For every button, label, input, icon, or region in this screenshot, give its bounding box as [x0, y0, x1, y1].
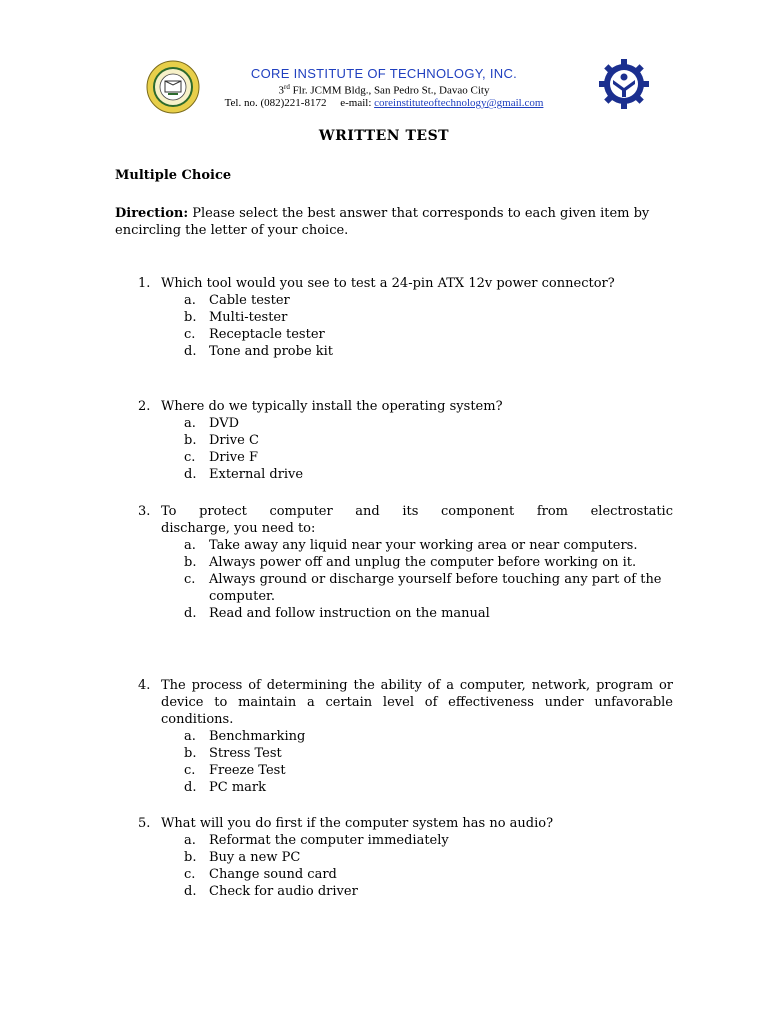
question-1: [138, 275, 673, 360]
option[interactable]: b. Stress Test: [184, 746, 282, 761]
option[interactable]: c. Drive F: [184, 450, 258, 465]
question-5: [138, 815, 673, 900]
option[interactable]: d. External drive: [184, 467, 304, 482]
option[interactable]: d. Tone and probe kit: [184, 344, 334, 359]
options-list: [184, 292, 673, 360]
option[interactable]: b. Buy a new PC: [184, 850, 301, 865]
option[interactable]: c. Change sound card: [184, 867, 337, 882]
question-number: 1.: [138, 276, 151, 291]
option[interactable]: d. Check for audio driver: [184, 884, 358, 899]
question-number: 5.: [138, 816, 151, 831]
email-label: e-mail:: [340, 97, 372, 109]
question-number: 3.: [138, 504, 151, 519]
question-stem: What will you do first if the computer system has no audio?: [161, 816, 554, 831]
question-stem-line-1: To protect computer and its component from electrostatic: [161, 504, 673, 519]
options-list: [184, 537, 673, 622]
options-list: [184, 832, 673, 900]
direction-text: Direction: Please select the best answer that corresponds to each given item by encircling the letter of your choice.: [115, 206, 650, 238]
question-stem: Where do we typically install the operating system?: [161, 399, 503, 414]
direction-label: Direction:: [115, 206, 189, 221]
option[interactable]: d. Read and follow instruction on the manual: [184, 606, 490, 621]
question-4: [138, 677, 673, 796]
option[interactable]: c. Receptacle tester: [184, 327, 325, 342]
question-3: [138, 503, 673, 622]
question-2: [138, 398, 673, 483]
option[interactable]: a. Take away any liquid near your working area or near computers.: [184, 538, 638, 553]
option[interactable]: b. Drive C: [184, 433, 259, 448]
option[interactable]: b. Always power off and unplug the computer before working on it.: [184, 555, 637, 570]
option[interactable]: d. PC mark: [184, 780, 266, 795]
question-number: 2.: [138, 399, 151, 414]
question-stem-line-2: discharge, you need to:: [161, 521, 316, 536]
email-link[interactable]: coreinstituteoftechnology@gmail.com: [374, 97, 544, 109]
institution-contact: [0, 97, 768, 109]
institution-address: 3rd Flr. JCMM Bldg., San Pedro St., Davao City: [278, 83, 490, 97]
tesda-logo: [598, 58, 650, 110]
option[interactable]: a. Cable tester: [184, 293, 290, 308]
institution-name: CORE INSTITUTE OF TECHNOLOGY, INC.: [250, 66, 518, 81]
question-stem: The process of determining the ability of a computer, network, program or device to maintain a certain level of effectiveness under unfavorable conditions.: [161, 678, 673, 727]
option[interactable]: a. Reformat the computer immediately: [184, 833, 449, 848]
option[interactable]: a. DVD: [184, 416, 240, 431]
option[interactable]: c. Always ground or discharge yourself before touching any part of the computer.: [184, 572, 662, 604]
section-heading: Multiple Choice: [115, 168, 232, 183]
option[interactable]: b. Multi-tester: [184, 310, 288, 325]
question-number: 4.: [138, 678, 151, 693]
option[interactable]: a. Benchmarking: [184, 729, 306, 744]
option[interactable]: c. Freeze Test: [184, 763, 286, 778]
question-stem: Which tool would you see to test a 24-pin ATX 12v power connector?: [161, 276, 615, 291]
page-title: WRITTEN TEST: [318, 128, 450, 144]
options-list: [184, 415, 673, 483]
options-list: [184, 728, 673, 796]
telephone: Tel. no. (082)221-8172: [224, 97, 327, 109]
